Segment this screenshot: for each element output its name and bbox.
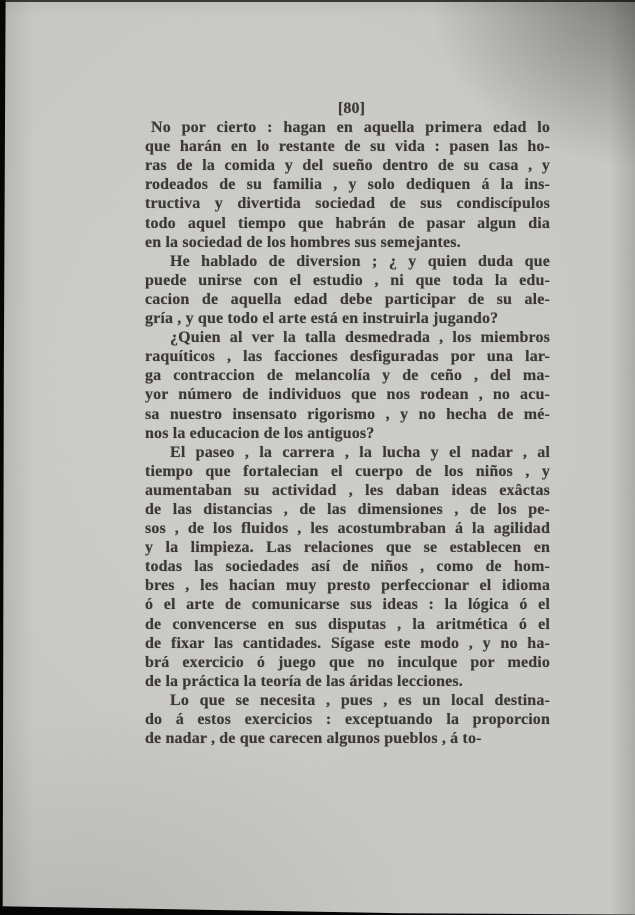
text-line: de la práctica la teoría de las áridas lecciones. bbox=[145, 672, 463, 690]
scan-edge-top bbox=[0, 0, 635, 2]
text-line: brá exercicio ó juego que no inculque por medio bbox=[145, 653, 550, 671]
text-line: No por cierto : hagan en aquella primera edad lo bbox=[151, 119, 550, 137]
text-line: ¿Quien al ver la talla desmedrada , los miembros bbox=[170, 329, 550, 347]
paragraph bbox=[145, 691, 550, 748]
text-line: ó el arte de comunicarse sus ideas : la lógica ó el bbox=[145, 596, 550, 614]
text-line: yor número de individuos que nos rodean , no acu- bbox=[145, 386, 550, 404]
paragraph bbox=[145, 118, 550, 252]
text-line: ras de la comida y del sueño dentro de su casa , y bbox=[145, 157, 550, 175]
text-line: sa nuestro insensato rigorismo , y no hecha de mé- bbox=[145, 405, 550, 423]
text-line: y la limpieza. Las relaciones que se establecen en bbox=[145, 539, 550, 557]
scan-edge-bottom bbox=[0, 905, 635, 915]
text-line: cacion de aquella edad debe participar de su ale- bbox=[145, 290, 550, 308]
text-line: de fixar las cantidades. Sígase este modo , y no ha- bbox=[145, 634, 550, 652]
text-line: Lo que se necesita , pues , es un local destina- bbox=[170, 691, 550, 709]
text-line: raquíticos , las facciones desfiguradas por una lar- bbox=[145, 348, 550, 366]
text-line: de convencerse en sus disputas , la aritmética ó el bbox=[145, 615, 550, 633]
text-line: gría , y que todo el arte está en instruirla jugando? bbox=[145, 310, 499, 328]
paragraph bbox=[145, 443, 550, 691]
text-line: que harán en lo restante de su vida : pasen las ho- bbox=[145, 138, 550, 156]
text-line: He hablado de diversion ; ¿ y quien duda que bbox=[170, 252, 550, 270]
paragraph bbox=[145, 252, 550, 328]
text-line: tructiva y divertida sociedad de sus condiscípulos bbox=[145, 195, 550, 213]
text-line: todo aquel tiempo que habrán de pasar algun dia bbox=[145, 214, 550, 232]
text-line: nos la educacion de los antiguos? bbox=[145, 424, 375, 442]
text-block bbox=[145, 99, 550, 748]
page-number: [80] bbox=[337, 100, 366, 117]
text-line: bres , les hacian muy presto perfeccionar el idioma bbox=[145, 577, 550, 595]
text-line: do á estos exercicios : exceptuando la proporcion bbox=[145, 711, 550, 728]
text-line: rodeados de su familia , y solo dediquen á la ins- bbox=[145, 176, 550, 194]
text-line: puede unirse con el estudio , ni que toda la edu- bbox=[145, 271, 550, 289]
text-line: sos , de los fluidos , les acostumbraban á la agilidad bbox=[145, 520, 550, 538]
text-line: El paseo , la carrera , la lucha y el nadar , al bbox=[170, 443, 550, 461]
text-line: ga contraccion de melancolía y de ceño , del ma- bbox=[145, 367, 550, 385]
paragraph bbox=[145, 328, 550, 443]
text-line: aumentaban su actividad , les daban ideas exâctas bbox=[145, 481, 550, 499]
text-line: en la sociedad de los hombres sus semejantes. bbox=[145, 233, 461, 251]
text-line: de nadar , de que carecen algunos pueblos , á to- bbox=[145, 730, 482, 748]
text-line: todas las sociedades así de niños , como de hom- bbox=[145, 558, 550, 576]
text-line: tiempo que fortalecian el cuerpo de los niños , y bbox=[145, 462, 550, 480]
scan-edge-left bbox=[0, 0, 7, 915]
text-line: de las distancias , de las dimensiones , de los pe- bbox=[145, 500, 550, 518]
